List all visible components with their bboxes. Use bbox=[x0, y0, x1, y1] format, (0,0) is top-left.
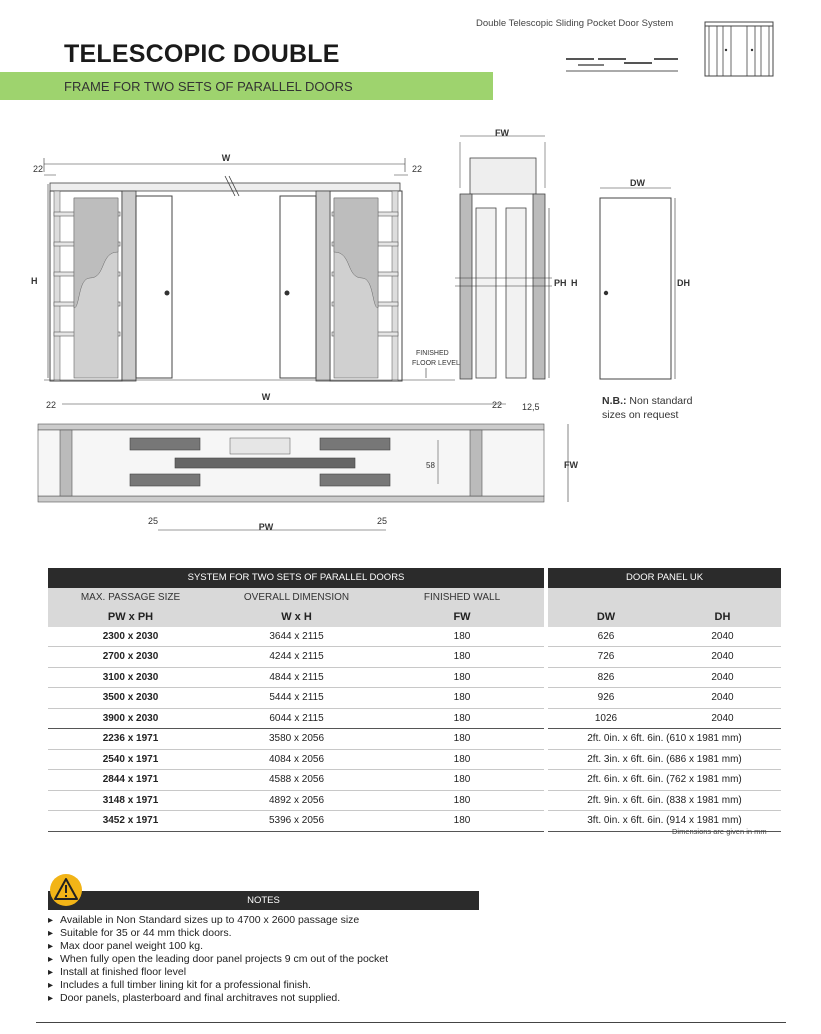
dim-25-right: 25 bbox=[377, 516, 388, 526]
table-row: 2540 x 1971 4084 x 2056 180 2ft. 3in. x 6ft. 6in. (686 x 1981 mm) bbox=[48, 749, 781, 770]
table-row: 3500 x 2030 5444 x 2115 180 926 2040 bbox=[48, 688, 781, 709]
table-row: 2700 x 2030 4244 x 2115 180 726 2040 bbox=[48, 647, 781, 668]
dimensions-footnote: Dimensions are given in mm bbox=[672, 827, 767, 836]
table-row: 3452 x 1971 5396 x 2056 180 3ft. 0in. x 6ft. 6in. (914 x 1981 mm) bbox=[48, 811, 781, 832]
dim-22-plan-left: 22 bbox=[46, 400, 57, 410]
door-elevation-icon bbox=[704, 20, 776, 78]
document-subtitle-small: Double Telescopic Sliding Pocket Door System bbox=[476, 18, 674, 29]
dim-22-right: 22 bbox=[412, 164, 423, 174]
dim-h-section: H bbox=[571, 278, 578, 288]
col3-sub: FW bbox=[380, 607, 544, 627]
nb-text2: sizes on request bbox=[602, 409, 679, 421]
table-row: 2844 x 1971 4588 x 2056 180 2ft. 6in. x 6ft. 6in. (762 x 1981 mm) bbox=[48, 770, 781, 791]
dim-22-plan-right: 22 bbox=[492, 400, 503, 410]
dim-dw: DW bbox=[630, 178, 645, 188]
warning-icon bbox=[48, 873, 84, 907]
notes-list bbox=[48, 914, 388, 1005]
table-group-right: DOOR PANEL UK bbox=[548, 568, 781, 588]
table-group-left: SYSTEM FOR TWO SETS OF PARALLEL DOORS bbox=[48, 568, 544, 588]
list-item: ▸ Max door panel weight 100 kg. bbox=[48, 940, 388, 953]
col1-label: MAX. PASSAGE SIZE bbox=[48, 588, 213, 608]
dim-22-left: 22 bbox=[33, 164, 44, 174]
dim-ph: PH bbox=[554, 278, 567, 288]
dim-58: 58 bbox=[426, 461, 435, 470]
nb-text1: Non standard bbox=[626, 395, 693, 407]
system-icon bbox=[564, 18, 684, 78]
col5-sub: DH bbox=[664, 607, 781, 627]
list-item: ▸ Includes a full timber lining kit for a professional finish. bbox=[48, 979, 388, 992]
dim-dh: DH bbox=[677, 278, 690, 288]
dim-25-left: 25 bbox=[148, 516, 159, 526]
list-item: ▸ Install at finished floor level bbox=[48, 966, 388, 979]
dim-pw: PW bbox=[258, 522, 274, 532]
col1-sub: PW x PH bbox=[48, 607, 213, 627]
dim-w-plan: W bbox=[261, 392, 271, 402]
dim-h: H bbox=[31, 276, 38, 286]
page-subtitle: FRAME FOR TWO SETS OF PARALLEL DOORS bbox=[64, 79, 353, 94]
list-item: ▸ Available in Non Standard sizes up to 4700 x 2600 passage size bbox=[48, 914, 388, 927]
table-row: 2300 x 2030 3644 x 2115 180 626 2040 bbox=[48, 627, 781, 647]
dim-w-top: W bbox=[221, 153, 231, 163]
finished-floor-label-2: FLOOR LEVEL bbox=[412, 360, 460, 367]
dim-fw-plan: FW bbox=[564, 460, 578, 470]
dim-fw-top: FW bbox=[495, 128, 509, 138]
nb-note bbox=[602, 394, 692, 422]
list-item: ▸ Door panels, plasterboard and final architraves not supplied. bbox=[48, 992, 388, 1005]
technical-drawing bbox=[30, 128, 790, 538]
finished-floor-label-1: FINISHED bbox=[416, 350, 449, 357]
dim-12-5: 12,5 bbox=[522, 402, 540, 412]
list-item: ▸ Suitable for 35 or 44 mm thick doors. bbox=[48, 927, 388, 940]
table-row: 3148 x 1971 4892 x 2056 180 2ft. 9in. x 6ft. 6in. (838 x 1981 mm) bbox=[48, 790, 781, 811]
table-row: 2236 x 1971 3580 x 2056 180 2ft. 0in. x 6ft. 6in. (610 x 1981 mm) bbox=[48, 729, 781, 750]
col3-label: FINISHED WALL bbox=[380, 588, 544, 608]
col2-sub: W x H bbox=[213, 607, 380, 627]
col4-sub: DW bbox=[548, 607, 664, 627]
table-row: 3900 x 2030 6044 x 2115 180 1026 2040 bbox=[48, 708, 781, 729]
spec-table bbox=[48, 568, 781, 832]
list-item: ▸ When fully open the leading door panel projects 9 cm out of the pocket bbox=[48, 953, 388, 966]
page-title: TELESCOPIC DOUBLE bbox=[64, 40, 340, 68]
notes-title: NOTES bbox=[247, 895, 280, 906]
col2-label: OVERALL DIMENSION bbox=[213, 588, 380, 608]
nb-bold: N.B.: bbox=[602, 395, 627, 407]
bottom-divider bbox=[36, 1022, 786, 1023]
table-row: 3100 x 2030 4844 x 2115 180 826 2040 bbox=[48, 667, 781, 688]
